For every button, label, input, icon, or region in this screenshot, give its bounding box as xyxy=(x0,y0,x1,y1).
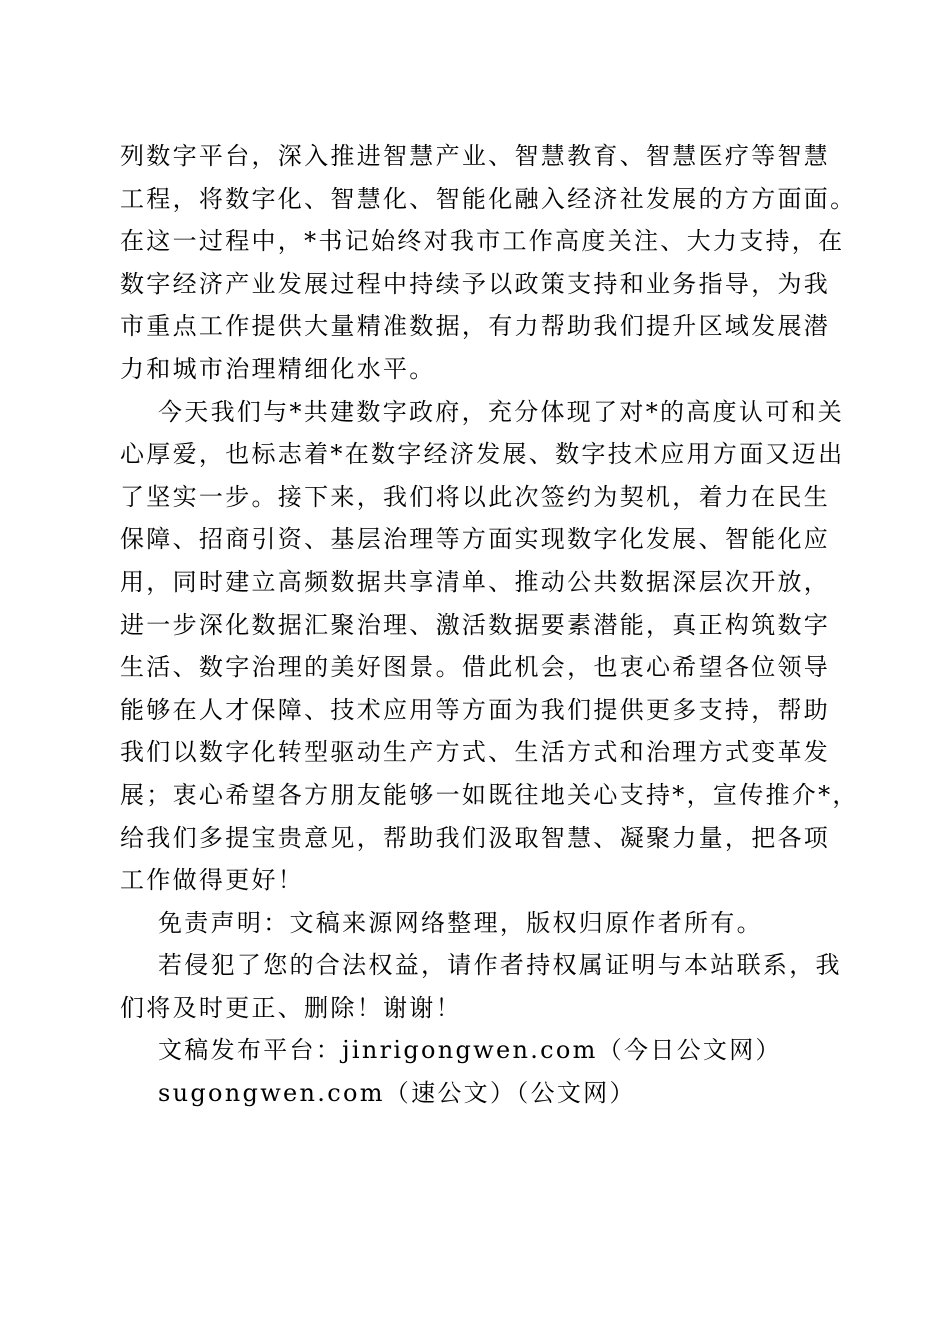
text-line: 生活、数字治理的美好图景。借此机会，也衷心希望各位领导 xyxy=(120,653,831,682)
text-line: 工程，将数字化、智慧化、智能化融入经济社发展的方方面面。 xyxy=(120,184,857,213)
text-line: 用，同时建立高频数据共享清单、推动公共数据深层次开放， xyxy=(120,567,831,596)
publish-platform xyxy=(120,1029,840,1072)
text-line: 工作做得更好！ xyxy=(120,866,305,895)
document-body xyxy=(120,135,859,1115)
text-line: 列数字平台，深入推进智慧产业、智慧教育、智慧医疗等智慧 xyxy=(120,142,831,170)
text-line: 免责声明：文稿来源网络整理，版权归原作者所有。 xyxy=(158,908,763,937)
text-line: 了坚实一步。接下来，我们将以此次签约为契机，着力在民生 xyxy=(120,482,831,511)
text-line: 能够在人才保障、技术应用等方面为我们提供更多支持，帮助 xyxy=(120,695,831,724)
text-line: 保障、招商引资、基层治理等方面实现数字化发展、智能化应 xyxy=(120,525,831,554)
text-line: 市重点工作提供大量精准数据，有力帮助我们提升区域发展潜 xyxy=(120,312,831,341)
text-line: 在这一过程中，*书记始终对我市工作高度关注、大力支持，在 xyxy=(120,227,845,256)
text-line: 给我们多提宝贵意见，帮助我们汲取智慧、凝聚力量，把各项 xyxy=(120,823,831,852)
publish-sites xyxy=(120,1072,840,1115)
text-line: 我们以数字化转型驱动生产方式、生活方式和治理方式变革发 xyxy=(120,738,831,767)
infringement-notice xyxy=(120,944,840,1029)
text-line: 力和城市治理精细化水平。 xyxy=(120,354,436,383)
text-line: 文稿发布平台：jinrigongwen.com（今日公文网） xyxy=(158,1036,782,1065)
text-line: 若侵犯了您的合法权益，请作者持权属证明与本站联系，我 xyxy=(158,951,842,980)
text-line: 心厚爱，也标志着*在数字经济发展、数字技术应用方面又迈出 xyxy=(120,440,845,469)
paragraph-continuation xyxy=(120,135,857,391)
paragraph-digital-government xyxy=(120,391,859,902)
text-line: 展；衷心希望各方朋友能够一如既往地关心支持*，宣传推介*， xyxy=(120,780,859,809)
disclaimer xyxy=(120,902,840,945)
text-line: sugongwen.com（速公文）（公文网） xyxy=(158,1079,636,1108)
text-line: 进一步深化数据汇聚治理、激活数据要素潜能，真正构筑数字 xyxy=(120,610,831,639)
text-line: 们将及时更正、删除！谢谢！ xyxy=(120,993,462,1022)
text-line: 今天我们与*共建数字政府，充分体现了对*的高度认可和关 xyxy=(158,397,845,426)
text-line: 数字经济产业发展过程中持续予以政策支持和业务指导，为我 xyxy=(120,269,831,298)
